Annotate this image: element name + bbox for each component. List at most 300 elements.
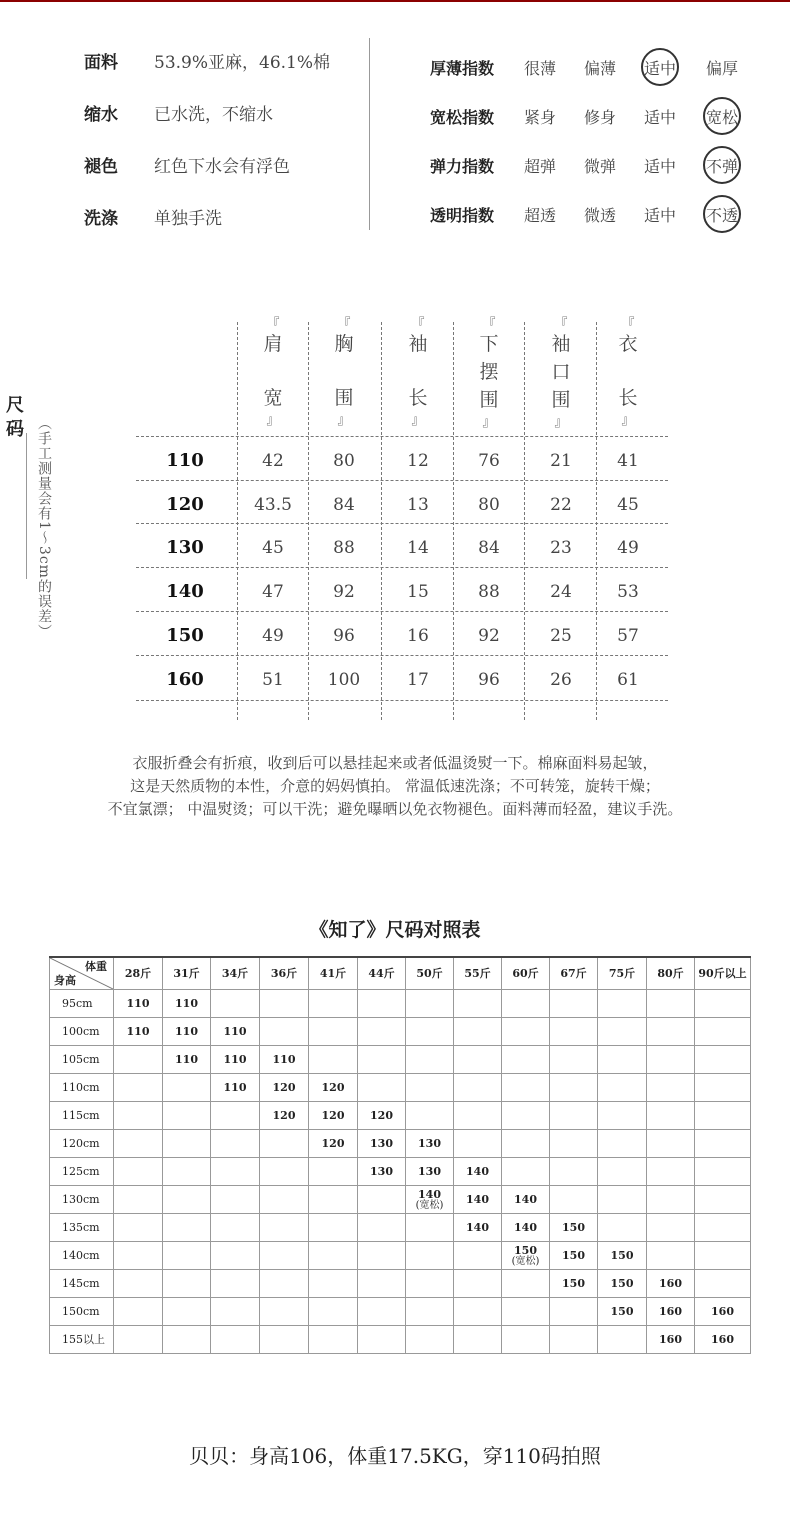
header-char: 袖	[551, 333, 571, 355]
reference-cell	[550, 1018, 598, 1046]
reference-cell	[550, 1186, 598, 1214]
size-cell: 13	[407, 495, 429, 515]
index-option: 微弹	[583, 157, 616, 176]
reference-cell	[309, 1046, 358, 1074]
table-row-divider	[136, 567, 668, 568]
size-label: 尺码	[6, 395, 24, 440]
reference-cell	[647, 1158, 695, 1186]
reference-row	[50, 1046, 751, 1074]
reference-cell: 150	[550, 1242, 598, 1270]
reference-cell: 110	[163, 1018, 211, 1046]
reference-cell	[406, 1102, 454, 1130]
reference-cell	[114, 1326, 163, 1354]
bracket-open: 『	[482, 317, 496, 332]
reference-cell	[163, 1270, 211, 1298]
fabric-indices	[430, 44, 770, 240]
reference-cell	[454, 990, 502, 1018]
reference-cell: 110	[114, 990, 163, 1018]
reference-cell	[647, 1130, 695, 1158]
reference-cell	[406, 1214, 454, 1242]
index-label: 弹力指数	[430, 157, 495, 176]
reference-cell	[502, 1046, 550, 1074]
fabric-info-label: 缩水	[84, 105, 118, 125]
care-notes	[0, 752, 790, 821]
reference-cell	[309, 1158, 358, 1186]
reference-cell	[695, 1074, 751, 1102]
reference-row	[50, 1018, 751, 1046]
header-char: 口	[551, 361, 571, 383]
size-row-label: 120	[166, 494, 204, 515]
weight-header: 36斤	[260, 957, 309, 990]
reference-cell	[163, 1158, 211, 1186]
reference-cell	[114, 1074, 163, 1102]
reference-cell	[502, 1326, 550, 1354]
size-column-header	[598, 318, 658, 428]
reference-cell	[550, 1074, 598, 1102]
reference-cell: 130	[406, 1158, 454, 1186]
height-header: 130cm	[50, 1186, 114, 1214]
reference-cell	[502, 1158, 550, 1186]
table-column-divider	[524, 322, 525, 720]
index-option: 超透	[523, 206, 556, 225]
reference-cell	[406, 1326, 454, 1354]
bracket-open: 『	[266, 317, 280, 332]
reference-row	[50, 1242, 751, 1270]
weight-header: 28斤	[114, 957, 163, 990]
size-value: 150	[514, 1243, 537, 1257]
reference-cell	[695, 990, 751, 1018]
reference-cell: 140	[454, 1158, 502, 1186]
reference-cell	[598, 1214, 647, 1242]
reference-cell	[211, 1270, 260, 1298]
index-option-selected: 宽松	[692, 105, 752, 128]
reference-cell: 120	[309, 1074, 358, 1102]
reference-cell	[163, 1298, 211, 1326]
fabric-info-label: 褪色	[84, 157, 118, 177]
size-cell: 96	[478, 670, 500, 690]
reference-cell: 160	[647, 1298, 695, 1326]
reference-cell	[647, 1186, 695, 1214]
reference-cell	[260, 1270, 309, 1298]
reference-cell	[695, 1214, 751, 1242]
header-char: 胸	[334, 333, 354, 355]
bracket-open: 『	[411, 317, 425, 332]
reference-cell: 160	[647, 1270, 695, 1298]
size-row-label: 150	[166, 625, 204, 646]
size-cell: 49	[617, 538, 639, 558]
fabric-info-value: 已水洗，不缩水	[154, 105, 273, 125]
reference-cell	[695, 1242, 751, 1270]
index-option: 紧身	[523, 108, 556, 127]
height-header: 110cm	[50, 1074, 114, 1102]
reference-cell: 140	[454, 1214, 502, 1242]
fabric-info-label: 面料	[84, 53, 118, 73]
index-row	[430, 191, 770, 240]
reference-cell: 160	[695, 1326, 751, 1354]
size-column-header	[459, 318, 519, 430]
size-column-header	[531, 318, 591, 430]
reference-cell: 110	[114, 1018, 163, 1046]
size-cell: 76	[478, 451, 500, 471]
reference-cell	[406, 1298, 454, 1326]
reference-cell	[309, 1018, 358, 1046]
height-header: 150cm	[50, 1298, 114, 1326]
reference-cell	[211, 1130, 260, 1158]
reference-cell	[309, 1326, 358, 1354]
size-column-header	[243, 318, 303, 428]
reference-cell	[309, 1242, 358, 1270]
reference-cell	[211, 1158, 260, 1186]
height-header: 100cm	[50, 1018, 114, 1046]
reference-cell	[454, 1130, 502, 1158]
reference-cell	[695, 1102, 751, 1130]
reference-cell: 130	[358, 1130, 406, 1158]
reference-cell	[163, 1102, 211, 1130]
reference-cell	[647, 1242, 695, 1270]
size-cell: 41	[617, 451, 639, 471]
reference-cell	[163, 1130, 211, 1158]
index-option-selected: 适中	[630, 56, 690, 79]
reference-cell	[406, 1242, 454, 1270]
height-header: 115cm	[50, 1102, 114, 1130]
index-row	[430, 44, 770, 93]
reference-cell	[260, 1326, 309, 1354]
weight-header: 50斤	[406, 957, 454, 990]
size-cell: 24	[550, 582, 572, 602]
reference-cell	[454, 1298, 502, 1326]
size-cell: 12	[407, 451, 429, 471]
reference-cell: 150	[598, 1270, 647, 1298]
table-row-divider	[136, 436, 668, 437]
reference-cell	[309, 990, 358, 1018]
reference-cell: 120	[260, 1102, 309, 1130]
reference-cell: 110	[211, 1074, 260, 1102]
size-note: （手工测量会有1～3cm的误差）	[36, 416, 52, 639]
reference-cell	[260, 1298, 309, 1326]
height-header: 135cm	[50, 1214, 114, 1242]
reference-cell	[598, 1018, 647, 1046]
reference-cell	[647, 1018, 695, 1046]
reference-cell	[163, 1326, 211, 1354]
reference-cell	[358, 1298, 406, 1326]
bracket-close: 』	[621, 413, 635, 428]
reference-cell	[211, 990, 260, 1018]
index-label: 透明指数	[430, 206, 495, 225]
size-note-loose: (宽松)	[415, 1199, 444, 1211]
reference-cell	[260, 990, 309, 1018]
reference-cell	[260, 1186, 309, 1214]
fabric-info-row	[84, 92, 354, 144]
reference-cell	[550, 1130, 598, 1158]
index-option-selected: 不透	[692, 203, 752, 226]
size-cell: 51	[262, 670, 284, 690]
bracket-close: 』	[482, 415, 496, 430]
reference-cell	[309, 1186, 358, 1214]
reference-cell	[211, 1298, 260, 1326]
reference-cell	[358, 1326, 406, 1354]
reference-cell	[550, 990, 598, 1018]
reference-cell: 110	[260, 1046, 309, 1074]
reference-cell	[647, 990, 695, 1018]
reference-cell	[454, 1270, 502, 1298]
reference-cell: 140	[502, 1186, 550, 1214]
bracket-close: 』	[337, 413, 351, 428]
reference-cell: 150	[598, 1242, 647, 1270]
size-cell: 42	[262, 451, 284, 471]
size-cell: 92	[333, 582, 355, 602]
height-header: 125cm	[50, 1158, 114, 1186]
reference-row	[50, 1074, 751, 1102]
reference-cell	[598, 1186, 647, 1214]
reference-row	[50, 1298, 751, 1326]
reference-cell	[260, 1130, 309, 1158]
reference-cell	[211, 1326, 260, 1354]
corner-weight-label: 体重	[85, 960, 107, 973]
table-row-divider	[136, 611, 668, 612]
size-cell: 25	[550, 626, 572, 646]
reference-cell	[114, 1130, 163, 1158]
reference-cell	[598, 1074, 647, 1102]
header-char: 围	[479, 389, 499, 411]
reference-cell	[502, 1298, 550, 1326]
fabric-info-value: 53.9%亚麻，46.1%棉	[154, 53, 331, 73]
size-row-label: 130	[166, 537, 204, 558]
reference-cell	[260, 1158, 309, 1186]
reference-cell: 120	[358, 1102, 406, 1130]
weight-header: 44斤	[358, 957, 406, 990]
size-value: 140	[418, 1187, 441, 1201]
reference-cell	[358, 1046, 406, 1074]
reference-cell	[163, 1074, 211, 1102]
reference-cell	[550, 1102, 598, 1130]
size-cell: 53	[617, 582, 639, 602]
index-option: 偏薄	[583, 59, 616, 78]
reference-cell	[309, 1214, 358, 1242]
reference-title: 《知了》尺码对照表	[309, 919, 481, 941]
reference-cell	[454, 1242, 502, 1270]
table-row-divider	[136, 523, 668, 524]
reference-row	[50, 1158, 751, 1186]
reference-cell	[454, 1326, 502, 1354]
fabric-info-value: 红色下水会有浮色	[154, 157, 290, 177]
reference-row	[50, 1326, 751, 1354]
size-reference-table	[49, 956, 751, 1354]
size-row-label: 140	[166, 581, 204, 602]
reference-cell	[454, 1046, 502, 1074]
reference-cell	[309, 1298, 358, 1326]
table-column-divider	[381, 322, 382, 720]
size-row-label: 160	[166, 669, 204, 690]
reference-cell	[598, 990, 647, 1018]
reference-cell	[211, 1214, 260, 1242]
bracket-close: 』	[554, 415, 568, 430]
reference-cell: 160	[647, 1326, 695, 1354]
index-option: 修身	[583, 108, 616, 127]
size-cell: 80	[333, 451, 355, 471]
weight-header: 90斤以上	[695, 957, 751, 990]
reference-cell	[114, 1270, 163, 1298]
reference-corner-cell	[50, 957, 114, 990]
table-column-divider	[237, 322, 238, 720]
size-cell: 96	[333, 626, 355, 646]
bracket-open: 『	[337, 317, 351, 332]
reference-cell	[406, 1270, 454, 1298]
reference-cell	[647, 1102, 695, 1130]
reference-cell	[163, 1214, 211, 1242]
table-column-divider	[453, 322, 454, 720]
reference-cell	[502, 1130, 550, 1158]
reference-cell	[211, 1242, 260, 1270]
reference-cell: 130	[406, 1130, 454, 1158]
bracket-open: 『	[621, 317, 635, 332]
index-row	[430, 142, 770, 191]
reference-cell: 120	[309, 1130, 358, 1158]
size-cell: 80	[478, 495, 500, 515]
size-cell: 92	[478, 626, 500, 646]
reference-cell	[163, 1242, 211, 1270]
size-cell: 23	[550, 538, 572, 558]
size-cell: 47	[262, 582, 284, 602]
header-char: 围	[334, 387, 354, 409]
size-column-header	[388, 318, 448, 428]
care-note-line: 不宜氯漂； 中温熨烫；可以干洗；避免曝晒以免衣物褪色。面料薄而轻盈，建议手洗。	[107, 800, 683, 818]
reference-cell: 110	[163, 990, 211, 1018]
reference-cell	[114, 1242, 163, 1270]
size-cell: 17	[407, 670, 429, 690]
height-header: 155以上	[50, 1326, 114, 1354]
fabric-info	[84, 40, 354, 248]
reference-row	[50, 1102, 751, 1130]
size-cell: 22	[550, 495, 572, 515]
table-row-divider	[136, 700, 668, 701]
reference-cell	[114, 1102, 163, 1130]
reference-cell	[454, 1074, 502, 1102]
size-cell: 16	[407, 626, 429, 646]
header-char: 长	[408, 387, 428, 409]
reference-cell	[358, 1018, 406, 1046]
size-cell: 88	[478, 582, 500, 602]
reference-cell: 150	[550, 1270, 598, 1298]
reference-cell	[163, 1186, 211, 1214]
size-cell: 45	[617, 495, 639, 515]
reference-cell	[358, 1186, 406, 1214]
header-char: 长	[618, 387, 638, 409]
reference-cell	[406, 1018, 454, 1046]
reference-cell	[502, 1242, 550, 1270]
reference-cell	[647, 1214, 695, 1242]
weight-header: 75斤	[598, 957, 647, 990]
size-cell: 61	[617, 670, 639, 690]
size-note-loose: (宽松)	[511, 1255, 540, 1267]
reference-cell	[454, 1102, 502, 1130]
index-option: 适中	[643, 157, 676, 176]
size-cell: 21	[550, 451, 572, 471]
reference-cell	[114, 1158, 163, 1186]
weight-header: 67斤	[550, 957, 598, 990]
index-label: 厚薄指数	[430, 59, 495, 78]
size-row-label: 110	[166, 450, 204, 471]
fabric-info-value: 单独手洗	[154, 209, 222, 229]
table-column-divider	[596, 322, 597, 720]
weight-header: 60斤	[502, 957, 550, 990]
size-cell: 84	[333, 495, 355, 515]
reference-cell	[114, 1046, 163, 1074]
reference-cell	[114, 1186, 163, 1214]
reference-cell	[358, 1214, 406, 1242]
size-cell: 57	[617, 626, 639, 646]
reference-cell	[358, 1074, 406, 1102]
fabric-info-row	[84, 144, 354, 196]
weight-header: 80斤	[647, 957, 695, 990]
corner-height-label: 身高	[54, 974, 76, 987]
reference-cell	[260, 1018, 309, 1046]
care-note-line: 这是天然质物的本性，介意的妈妈慎拍。 常温低速洗涤；不可转笼，旋转干燥；	[130, 777, 660, 795]
reference-cell	[695, 1158, 751, 1186]
reference-cell: 130	[358, 1158, 406, 1186]
reference-row	[50, 1270, 751, 1298]
reference-cell	[695, 1270, 751, 1298]
index-option-selected: 不弹	[692, 154, 752, 177]
height-header: 95cm	[50, 990, 114, 1018]
index-option: 适中	[643, 108, 676, 127]
reference-cell	[406, 1074, 454, 1102]
index-option: 微透	[583, 206, 616, 225]
index-option: 很薄	[523, 59, 556, 78]
reference-cell	[211, 1102, 260, 1130]
reference-cell	[550, 1158, 598, 1186]
reference-cell: 140	[502, 1214, 550, 1242]
reference-cell	[358, 1242, 406, 1270]
header-char: 袖	[408, 333, 428, 355]
table-column-divider	[308, 322, 309, 720]
reference-cell	[260, 1214, 309, 1242]
reference-cell: 120	[309, 1102, 358, 1130]
reference-cell	[406, 1186, 454, 1214]
size-cell: 49	[262, 626, 284, 646]
height-header: 105cm	[50, 1046, 114, 1074]
height-header: 145cm	[50, 1270, 114, 1298]
fabric-info-row	[84, 196, 354, 248]
size-cell: 88	[333, 538, 355, 558]
reference-cell	[114, 1298, 163, 1326]
reference-cell: 140	[454, 1186, 502, 1214]
reference-cell	[406, 1046, 454, 1074]
height-header: 140cm	[50, 1242, 114, 1270]
size-cell: 84	[478, 538, 500, 558]
reference-header-row	[50, 957, 751, 990]
weight-header: 31斤	[163, 957, 211, 990]
reference-cell	[406, 990, 454, 1018]
reference-cell	[695, 1046, 751, 1074]
reference-cell	[502, 1018, 550, 1046]
size-cell: 100	[327, 670, 361, 690]
reference-cell	[550, 1326, 598, 1354]
reference-cell: 150	[598, 1298, 647, 1326]
reference-cell	[550, 1046, 598, 1074]
header-char: 宽	[263, 387, 283, 409]
reference-cell	[502, 990, 550, 1018]
reference-cell: 110	[163, 1046, 211, 1074]
index-row	[430, 93, 770, 142]
size-cell: 15	[407, 582, 429, 602]
table-row-divider	[136, 480, 668, 481]
size-cell: 45	[262, 538, 284, 558]
reference-row	[50, 990, 751, 1018]
size-column-header	[314, 318, 374, 428]
reference-cell	[502, 1102, 550, 1130]
reference-cell	[358, 990, 406, 1018]
reference-row	[50, 1186, 751, 1214]
